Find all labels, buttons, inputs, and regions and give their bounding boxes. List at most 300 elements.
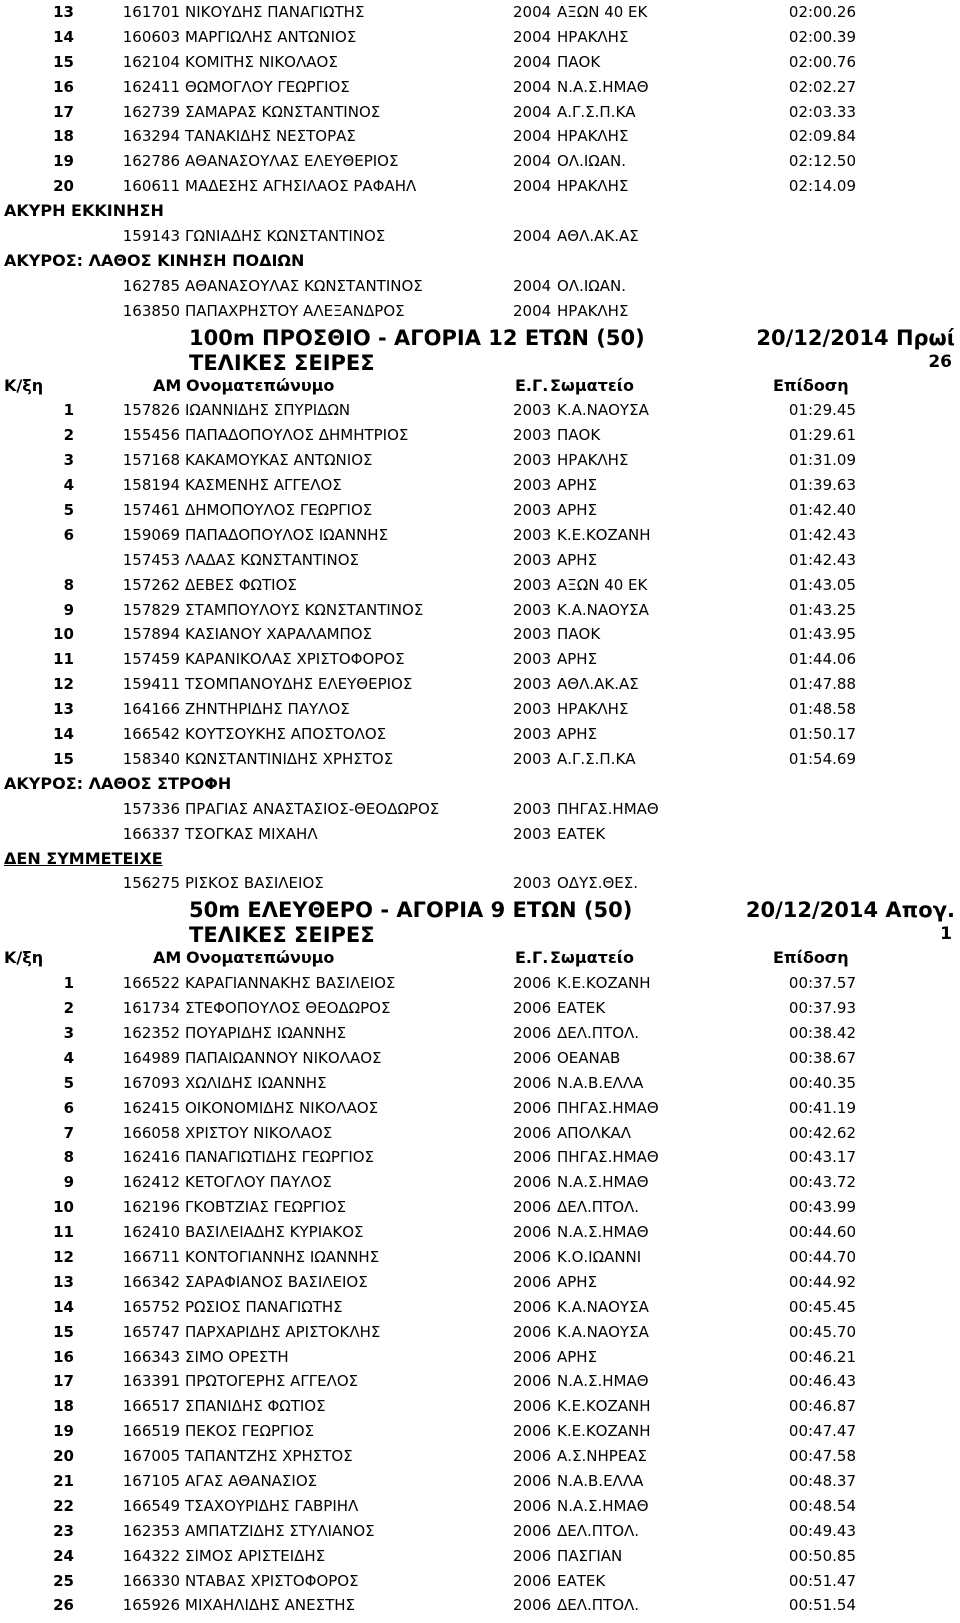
birth-year-cell: 2003 <box>513 451 552 470</box>
club-cell: ΠΗΓΑΣ.ΗΜΑΘ <box>557 799 659 818</box>
athlete-name-cell: ΑΘΑΝΑΣΟΥΛΑΣ ΕΛΕΥΘΕΡΙΟΣ <box>185 152 399 171</box>
athlete-id-cell: 159069 <box>122 525 180 544</box>
time-cell: 01:43.05 <box>788 575 856 594</box>
athlete-id-cell: 155456 <box>122 426 180 445</box>
time-cell: 00:44.60 <box>788 1223 856 1242</box>
birth-year-cell: 2006 <box>513 1173 552 1192</box>
club-cell: ΕΑΤΕΚ <box>557 1571 606 1590</box>
birth-year-cell: 2006 <box>513 1397 552 1416</box>
club-cell: Α.Γ.Σ.Π.ΚΑ <box>557 749 636 768</box>
birth-year-cell: 2003 <box>513 525 552 544</box>
club-cell: Κ.Ε.ΚΟΖΑΝΗ <box>557 1397 651 1416</box>
result-row <box>0 100 960 125</box>
athlete-name-cell: ΚΑΣΜΕΝΗΣ ΑΓΓΕΛΟΣ <box>185 476 342 495</box>
result-row <box>0 1096 960 1121</box>
athlete-id-cell: 162785 <box>122 276 180 295</box>
athlete-id-cell: 162739 <box>122 102 180 121</box>
result-row <box>0 1021 960 1046</box>
rank-cell: 17 <box>53 102 74 121</box>
rank-cell: 3 <box>63 1023 74 1042</box>
time-cell: 00:50.85 <box>788 1546 856 1565</box>
rank-cell: 8 <box>63 575 74 594</box>
result-row <box>0 1519 960 1544</box>
rank-cell: 6 <box>63 1098 74 1117</box>
club-cell: ΔΕΛ.ΠΤΟΛ. <box>557 1596 640 1615</box>
time-cell: 00:45.45 <box>788 1297 856 1316</box>
birth-year-cell: 2003 <box>513 675 552 694</box>
header-club: Σωματείο <box>550 375 634 395</box>
time-cell: 00:40.35 <box>788 1073 856 1092</box>
birth-year-cell: 2004 <box>513 127 552 146</box>
athlete-id-cell: 160611 <box>122 177 180 196</box>
birth-year-cell: 2003 <box>513 476 552 495</box>
result-row <box>0 1469 960 1494</box>
athlete-id-cell: 158194 <box>122 476 180 495</box>
club-cell: ΔΕΛ.ΠΤΟΛ. <box>557 1198 640 1217</box>
athlete-id-cell: 164322 <box>122 1546 180 1565</box>
athlete-id-cell: 165747 <box>122 1322 180 1341</box>
time-cell: 00:47.58 <box>788 1447 856 1466</box>
club-cell: ΠΑΣΓΙΑΝ <box>557 1546 623 1565</box>
athlete-id-cell: 161701 <box>122 3 180 21</box>
birth-year-cell: 2006 <box>513 1223 552 1242</box>
rank-cell: 24 <box>53 1546 74 1565</box>
result-row <box>0 124 960 149</box>
result-row <box>0 598 960 623</box>
time-cell: 00:51.47 <box>788 1571 856 1590</box>
time-cell: 00:43.17 <box>788 1148 856 1167</box>
athlete-id-cell: 166343 <box>122 1347 180 1366</box>
athlete-name-cell: ΡΩΣΙΟΣ ΠΑΝΑΓΙΩΤΗΣ <box>185 1297 343 1316</box>
time-cell: 01:43.25 <box>788 600 856 619</box>
result-row <box>0 647 960 672</box>
club-cell: Α.Γ.Σ.Π.ΚΑ <box>557 102 636 121</box>
athlete-name-cell: ΓΚΟΒΤΖΙΑΣ ΓΕΩΡΓΙΟΣ <box>185 1198 347 1217</box>
result-row <box>0 1320 960 1345</box>
club-cell: ΗΡΑΚΛΗΣ <box>557 177 629 196</box>
birth-year-cell: 2003 <box>513 700 552 719</box>
time-cell: 00:46.43 <box>788 1372 856 1391</box>
athlete-name-cell: ΔΗΜΟΠΟΥΛΟΣ ΓΕΩΡΓΙΟΣ <box>185 501 373 520</box>
time-cell: 02:00.39 <box>788 27 856 46</box>
column-header-row <box>0 374 960 399</box>
athlete-name-cell: ΠΟΥΑΡΙΔΗΣ ΙΩΑΝΝΗΣ <box>185 1023 347 1042</box>
rank-cell: 26 <box>53 1596 74 1615</box>
birth-year-cell: 2004 <box>513 276 552 295</box>
result-row <box>0 75 960 100</box>
rank-cell: 9 <box>63 600 74 619</box>
club-cell: Ν.Α.Σ.ΗΜΑΘ <box>557 1173 649 1192</box>
club-cell: ΑΘΛ.ΑΚ.ΑΣ <box>557 675 639 694</box>
athlete-id-cell: 159411 <box>122 675 180 694</box>
club-cell: ΑΡΗΣ <box>557 550 598 569</box>
time-cell: 01:29.61 <box>788 426 856 445</box>
athlete-name-cell: ΒΑΣΙΛΕΙΑΔΗΣ ΚΥΡΙΑΚΟΣ <box>185 1223 364 1242</box>
rank-cell: 14 <box>53 27 74 46</box>
athlete-name-cell: ΙΩΑΝΝΙΔΗΣ ΣΠΥΡΙΔΩΝ <box>185 401 351 420</box>
header-club: Σωματείο <box>550 948 634 968</box>
time-cell: 00:46.87 <box>788 1397 856 1416</box>
athlete-name-cell: ΤΑΠΑΝΤΖΗΣ ΧΡΗΣΤΟΣ <box>185 1447 353 1466</box>
birth-year-cell: 2003 <box>513 600 552 619</box>
rank-cell: 20 <box>53 177 74 196</box>
result-row <box>0 274 960 299</box>
time-cell: 01:50.17 <box>788 725 856 744</box>
athlete-id-cell: 162196 <box>122 1198 180 1217</box>
athlete-name-cell: ΚΑΚΑΜΟΥΚΑΣ ΑΝΤΩΝΙΟΣ <box>185 451 373 470</box>
athlete-id-cell: 164989 <box>122 1048 180 1067</box>
time-cell: 02:00.26 <box>788 3 856 21</box>
birth-year-cell: 2004 <box>513 177 552 196</box>
time-cell: 00:41.19 <box>788 1098 856 1117</box>
club-cell: Ν.Α.Σ.ΗΜΑΘ <box>557 1496 649 1515</box>
athlete-id-cell: 166337 <box>122 824 180 843</box>
birth-year-cell: 2006 <box>513 1347 552 1366</box>
club-cell: Κ.Ε.ΚΟΖΑΝΗ <box>557 525 651 544</box>
result-row <box>0 1071 960 1096</box>
time-cell: 02:14.09 <box>788 177 856 196</box>
athlete-name-cell: ΣΤΕΦΟΠΟΥΛΟΣ ΘΕΟΔΩΡΟΣ <box>185 999 391 1018</box>
athlete-name-cell: ΚΑΣΙΑΝΟΥ ΧΑΡΑΛΑΜΠΟΣ <box>185 625 373 644</box>
rank-cell: 17 <box>53 1372 74 1391</box>
club-cell: ΑΘΛ.ΑΚ.ΑΣ <box>557 227 639 246</box>
club-cell: ΑΞΩΝ 40 ΕΚ <box>557 575 648 594</box>
athlete-id-cell: 157894 <box>122 625 180 644</box>
time-cell: 01:31.09 <box>788 451 856 470</box>
athlete-name-cell: ΣΑΡΑΦΙΑΝΟΣ ΒΑΣΙΛΕΙΟΣ <box>185 1272 368 1291</box>
athlete-name-cell: ΚΟΝΤΟΓΙΑΝΝΗΣ ΙΩΑΝΝΗΣ <box>185 1247 380 1266</box>
rank-cell: 8 <box>63 1148 74 1167</box>
time-cell: 00:43.99 <box>788 1198 856 1217</box>
result-row <box>0 1245 960 1270</box>
athlete-name-cell: ΡΙΣΚΟΣ ΒΑΣΙΛΕΙΟΣ <box>185 874 324 893</box>
rank-cell: 25 <box>53 1571 74 1590</box>
club-cell: ΗΡΑΚΛΗΣ <box>557 700 629 719</box>
header-birth-year: Ε.Γ. <box>515 375 549 395</box>
club-cell: Κ.Α.ΝΑΟΥΣΑ <box>557 1322 649 1341</box>
club-cell: ΗΡΑΚΛΗΣ <box>557 451 629 470</box>
event-subtitle: ΤΕΛΙΚΕΣ ΣΕΙΡΕΣ <box>189 350 375 375</box>
club-cell: ΑΡΗΣ <box>557 650 598 669</box>
athlete-name-cell: ΤΣΟΜΠΑΝΟΥΔΗΣ ΕΛΕΥΘΕΡΙΟΣ <box>185 675 413 694</box>
athlete-name-cell: ΧΩΛΙΔΗΣ ΙΩΑΝΝΗΣ <box>185 1073 327 1092</box>
birth-year-cell: 2006 <box>513 999 552 1018</box>
athlete-id-cell: 160603 <box>122 27 180 46</box>
athlete-id-cell: 166342 <box>122 1272 180 1291</box>
athlete-name-cell: ΠΑΝΑΓΙΩΤΙΔΗΣ ΓΕΩΡΓΙΟΣ <box>185 1148 375 1167</box>
birth-year-cell: 2003 <box>513 401 552 420</box>
time-cell: 01:54.69 <box>788 749 856 768</box>
athlete-name-cell: ΝΙΚΟΥΔΗΣ ΠΑΝΑΓΙΩΤΗΣ <box>185 3 365 21</box>
athlete-name-cell: ΑΘΑΝΑΣΟΥΛΑΣ ΚΩΝΣΤΑΝΤΙΝΟΣ <box>185 276 423 295</box>
birth-year-cell: 2006 <box>513 1322 552 1341</box>
birth-year-cell: 2004 <box>513 102 552 121</box>
rank-cell: 15 <box>53 749 74 768</box>
section-heading: ΑΚΥΡΗ ΕΚΚΙΝΗΣΗ <box>4 201 164 221</box>
athlete-id-cell: 162353 <box>122 1521 180 1540</box>
rank-cell: 19 <box>53 1422 74 1441</box>
header-name: Ονοματεπώνυμο <box>186 948 335 968</box>
header-birth-year: Ε.Γ. <box>515 948 549 968</box>
rank-cell: 12 <box>53 675 74 694</box>
birth-year-cell: 2006 <box>513 1073 552 1092</box>
time-cell: 01:39.63 <box>788 476 856 495</box>
rank-cell: 1 <box>63 401 74 420</box>
club-cell: Ν.Α.Σ.ΗΜΑΘ <box>557 77 649 96</box>
result-row <box>0 174 960 199</box>
birth-year-cell: 2006 <box>513 1297 552 1316</box>
club-cell: ΟΔΥΣ.ΘΕΣ. <box>557 874 639 893</box>
birth-year-cell: 2006 <box>513 1372 552 1391</box>
birth-year-cell: 2006 <box>513 1596 552 1615</box>
club-cell: ΠΑΟΚ <box>557 625 601 644</box>
athlete-id-cell: 166519 <box>122 1422 180 1441</box>
birth-year-cell: 2003 <box>513 824 552 843</box>
result-row <box>0 1046 960 1071</box>
birth-year-cell: 2006 <box>513 1521 552 1540</box>
club-cell: ΑΡΗΣ <box>557 476 598 495</box>
rank-cell: 11 <box>53 1223 74 1242</box>
result-row <box>0 1494 960 1519</box>
birth-year-cell: 2004 <box>513 27 552 46</box>
result-row <box>0 1270 960 1295</box>
rank-cell: 1 <box>63 974 74 993</box>
result-row <box>0 1121 960 1146</box>
rank-cell: 5 <box>63 501 74 520</box>
athlete-name-cell: ΟΙΚΟΝΟΜΙΔΗΣ ΝΙΚΟΛΑΟΣ <box>185 1098 379 1117</box>
header-time: Επίδοση <box>773 948 849 968</box>
result-row <box>0 1295 960 1320</box>
athlete-id-cell: 162412 <box>122 1173 180 1192</box>
athlete-id-cell: 157168 <box>122 451 180 470</box>
rank-cell: 13 <box>53 700 74 719</box>
club-cell: ΗΡΑΚΛΗΣ <box>557 301 629 320</box>
rank-cell: 15 <box>53 52 74 71</box>
athlete-name-cell: ΜΑΔΕΣΗΣ ΑΓΗΣΙΛΑΟΣ ΡΑΦΑΗΛ <box>185 177 417 196</box>
rank-cell: 18 <box>53 127 74 146</box>
rank-cell: 10 <box>53 1198 74 1217</box>
rank-cell: 22 <box>53 1496 74 1515</box>
birth-year-cell: 2003 <box>513 799 552 818</box>
athlete-name-cell: ΠΑΠΑΔΟΠΟΥΛΟΣ ΔΗΜΗΤΡΙΟΣ <box>185 426 409 445</box>
athlete-name-cell: ΓΩΝΙΑΔΗΣ ΚΩΝΣΤΑΝΤΙΝΟΣ <box>185 227 386 246</box>
time-cell: 01:42.43 <box>788 525 856 544</box>
athlete-name-cell: ΣΠΑΝΙΔΗΣ ΦΩΤΙΟΣ <box>185 1397 326 1416</box>
birth-year-cell: 2004 <box>513 301 552 320</box>
athlete-name-cell: ΖΗΝΤΗΡΙΔΗΣ ΠΑΥΛΟΣ <box>185 700 350 719</box>
section-heading: ΑΚΥΡΟΣ: ΛΑΘΟΣ ΚΙΝΗΣΗ ΠΟΔΙΩΝ <box>4 250 305 270</box>
rank-cell: 14 <box>53 725 74 744</box>
athlete-id-cell: 162416 <box>122 1148 180 1167</box>
result-row <box>0 1444 960 1469</box>
club-cell: ΠΗΓΑΣ.ΗΜΑΘ <box>557 1148 659 1167</box>
rank-cell: 20 <box>53 1447 74 1466</box>
rank-cell: 3 <box>63 451 74 470</box>
club-cell: Ν.Α.Β.ΕΛΛΑ <box>557 1073 644 1092</box>
result-row <box>0 822 960 847</box>
athlete-id-cell: 162352 <box>122 1023 180 1042</box>
rank-cell: 12 <box>53 1247 74 1266</box>
club-cell: ΟΛ.ΙΩΑΝ. <box>557 152 626 171</box>
result-row <box>0 299 960 324</box>
birth-year-cell: 2004 <box>513 77 552 96</box>
club-cell: Κ.Ε.ΚΟΖΑΝΗ <box>557 974 651 993</box>
result-row <box>0 423 960 448</box>
time-cell: 00:42.62 <box>788 1123 856 1142</box>
time-cell: 01:42.43 <box>788 550 856 569</box>
time-cell: 00:47.47 <box>788 1422 856 1441</box>
athlete-name-cell: ΝΤΑΒΑΣ ΧΡΙΣΤΟΦΟΡΟΣ <box>185 1571 359 1590</box>
club-cell: ΔΕΛ.ΠΤΟΛ. <box>557 1521 640 1540</box>
result-row <box>0 548 960 573</box>
club-cell: Κ.Ο.ΙΩΑΝΝΙ <box>557 1247 642 1266</box>
event-date: 20/12/2014 Πρωί <box>756 325 955 350</box>
athlete-id-cell: 158340 <box>122 749 180 768</box>
athlete-id-cell: 166711 <box>122 1247 180 1266</box>
athlete-name-cell: ΠΡΑΓΙΑΣ ΑΝΑΣΤΑΣΙΟΣ-ΘΕΟΔΩΡΟΣ <box>185 799 440 818</box>
birth-year-cell: 2006 <box>513 1247 552 1266</box>
athlete-id-cell: 163294 <box>122 127 180 146</box>
birth-year-cell: 2006 <box>513 1048 552 1067</box>
section-heading: ΔΕΝ ΣΥΜΜΕΤΕΙΧΕ <box>4 848 163 868</box>
header-athlete-id: AM <box>153 375 182 395</box>
time-cell: 00:44.70 <box>788 1247 856 1266</box>
athlete-id-cell: 157453 <box>122 550 180 569</box>
athlete-id-cell: 167105 <box>122 1471 180 1490</box>
birth-year-cell: 2006 <box>513 1123 552 1142</box>
time-cell: 02:03.33 <box>788 102 856 121</box>
club-cell: ΑΞΩΝ 40 ΕΚ <box>557 3 648 21</box>
time-cell: 00:46.21 <box>788 1347 856 1366</box>
result-row <box>0 1569 960 1594</box>
rank-cell: 10 <box>53 625 74 644</box>
athlete-name-cell: ΣΑΜΑΡΑΣ ΚΩΝΣΤΑΝΤΙΝΟΣ <box>185 102 381 121</box>
time-cell: 01:44.06 <box>788 650 856 669</box>
club-cell: Κ.Α.ΝΑΟΥΣΑ <box>557 401 649 420</box>
rank-cell: 4 <box>63 476 74 495</box>
result-row <box>0 573 960 598</box>
result-row <box>0 697 960 722</box>
birth-year-cell: 2004 <box>513 227 552 246</box>
event-heat-number: 1 <box>940 924 952 945</box>
rank-cell: 11 <box>53 650 74 669</box>
result-row <box>0 1170 960 1195</box>
athlete-id-cell: 166542 <box>122 725 180 744</box>
time-cell: 00:37.93 <box>788 999 856 1018</box>
result-row <box>0 50 960 75</box>
rank-cell: 16 <box>53 1347 74 1366</box>
time-cell: 02:09.84 <box>788 127 856 146</box>
header-name: Ονοματεπώνυμο <box>186 375 335 395</box>
time-cell: 01:43.95 <box>788 625 856 644</box>
rank-cell: 13 <box>53 1272 74 1291</box>
athlete-name-cell: ΚΟΥΤΣΟΥΚΗΣ ΑΠΟΣΤΟΛΟΣ <box>185 725 387 744</box>
rank-cell: 2 <box>63 426 74 445</box>
section-heading: ΑΚΥΡΟΣ: ΛΑΘΟΣ ΣΤΡΟΦΗ <box>4 773 232 793</box>
time-cell: 02:12.50 <box>788 152 856 171</box>
birth-year-cell: 2004 <box>513 52 552 71</box>
club-cell: Α.Σ.ΝΗΡΕΑΣ <box>557 1447 648 1466</box>
birth-year-cell: 2006 <box>513 1098 552 1117</box>
athlete-name-cell: ΚΩΝΣΤΑΝΤΙΝΙΔΗΣ ΧΡΗΣΤΟΣ <box>185 749 394 768</box>
athlete-id-cell: 161734 <box>122 999 180 1018</box>
athlete-name-cell: ΠΑΡΧΑΡΙΔΗΣ ΑΡΙΣΤΟΚΛΗΣ <box>185 1322 381 1341</box>
athlete-name-cell: ΤΣΑΧΟΥΡΙΔΗΣ ΓΑΒΡΙΗΛ <box>185 1496 359 1515</box>
birth-year-cell: 2003 <box>513 725 552 744</box>
athlete-name-cell: ΚΑΡΑΓΙΑΝΝΑΚΗΣ ΒΑΣΙΛΕΙΟΣ <box>185 974 396 993</box>
athlete-name-cell: ΧΡΙΣΤΟΥ ΝΙΚΟΛΑΟΣ <box>185 1123 333 1142</box>
athlete-name-cell: ΘΩΜΟΓΛΟΥ ΓΕΩΡΓΙΟΣ <box>185 77 350 96</box>
athlete-id-cell: 167093 <box>122 1073 180 1092</box>
club-cell: ΑΡΗΣ <box>557 1347 598 1366</box>
column-header-row <box>0 946 960 971</box>
birth-year-cell: 2003 <box>513 426 552 445</box>
result-row <box>0 722 960 747</box>
athlete-id-cell: 166549 <box>122 1496 180 1515</box>
club-cell: ΟΛ.ΙΩΑΝ. <box>557 276 626 295</box>
rank-cell: 18 <box>53 1397 74 1416</box>
athlete-id-cell: 162786 <box>122 152 180 171</box>
athlete-id-cell: 156275 <box>122 874 180 893</box>
result-row <box>0 971 960 996</box>
club-cell: ΑΡΗΣ <box>557 1272 598 1291</box>
rank-cell: 13 <box>53 3 74 21</box>
athlete-name-cell: ΔΕΒΕΣ ΦΩΤΙΟΣ <box>185 575 297 594</box>
time-cell: 01:47.88 <box>788 675 856 694</box>
result-row <box>0 523 960 548</box>
result-row <box>0 1544 960 1569</box>
athlete-id-cell: 166522 <box>122 974 180 993</box>
result-row <box>0 498 960 523</box>
birth-year-cell: 2003 <box>513 501 552 520</box>
time-cell: 00:48.54 <box>788 1496 856 1515</box>
time-cell: 00:48.37 <box>788 1471 856 1490</box>
event-title: 50m ΕΛΕΥΘΕΡΟ - ΑΓΟΡΙΑ 9 ΕΤΩΝ (50) <box>189 898 633 923</box>
athlete-name-cell: ΠΡΩΤΟΓΕΡΗΣ ΑΓΓΕΛΟΣ <box>185 1372 359 1391</box>
birth-year-cell: 2006 <box>513 974 552 993</box>
result-row <box>0 25 960 50</box>
club-cell: ΔΕΛ.ΠΤΟΛ. <box>557 1023 640 1042</box>
time-cell: 00:51.54 <box>788 1596 856 1615</box>
birth-year-cell: 2003 <box>513 575 552 594</box>
event-heat-number: 26 <box>928 351 952 372</box>
event-header <box>0 896 960 946</box>
birth-year-cell: 2003 <box>513 550 552 569</box>
birth-year-cell: 2006 <box>513 1447 552 1466</box>
result-row <box>0 1220 960 1245</box>
result-row <box>0 747 960 772</box>
club-cell: Κ.Ε.ΚΟΖΑΝΗ <box>557 1422 651 1441</box>
athlete-name-cell: ΛΑΔΑΣ ΚΩΝΣΤΑΝΤΙΝΟΣ <box>185 550 360 569</box>
birth-year-cell: 2006 <box>513 1023 552 1042</box>
time-cell: 00:44.92 <box>788 1272 856 1291</box>
athlete-name-cell: ΠΕΚΟΣ ΓΕΩΡΓΙΟΣ <box>185 1422 315 1441</box>
rank-cell: 7 <box>63 1123 74 1142</box>
athlete-name-cell: ΠΑΠΑΔΟΠΟΥΛΟΣ ΙΩΑΝΝΗΣ <box>185 525 389 544</box>
club-cell: ΑΠΟΛΚΑΛ <box>557 1123 631 1142</box>
athlete-name-cell: ΜΙΧΑΗΛΙΔΗΣ ΑΝΕΣΤΗΣ <box>185 1596 356 1615</box>
rank-cell: 14 <box>53 1297 74 1316</box>
athlete-id-cell: 157336 <box>122 799 180 818</box>
athlete-id-cell: 166330 <box>122 1571 180 1590</box>
athlete-name-cell: ΜΑΡΓΙΩΛΗΣ ΑΝΤΩΝΙΟΣ <box>185 27 357 46</box>
athlete-name-cell: ΠΑΠΑΧΡΗΣΤΟΥ ΑΛΕΞΑΝΔΡΟΣ <box>185 301 405 320</box>
birth-year-cell: 2006 <box>513 1546 552 1565</box>
athlete-name-cell: ΠΑΠΑΙΩΑΝΝΟΥ ΝΙΚΟΛΑΟΣ <box>185 1048 382 1067</box>
athlete-id-cell: 163850 <box>122 301 180 320</box>
club-cell: ΠΗΓΑΣ.ΗΜΑΘ <box>557 1098 659 1117</box>
birth-year-cell: 2003 <box>513 749 552 768</box>
